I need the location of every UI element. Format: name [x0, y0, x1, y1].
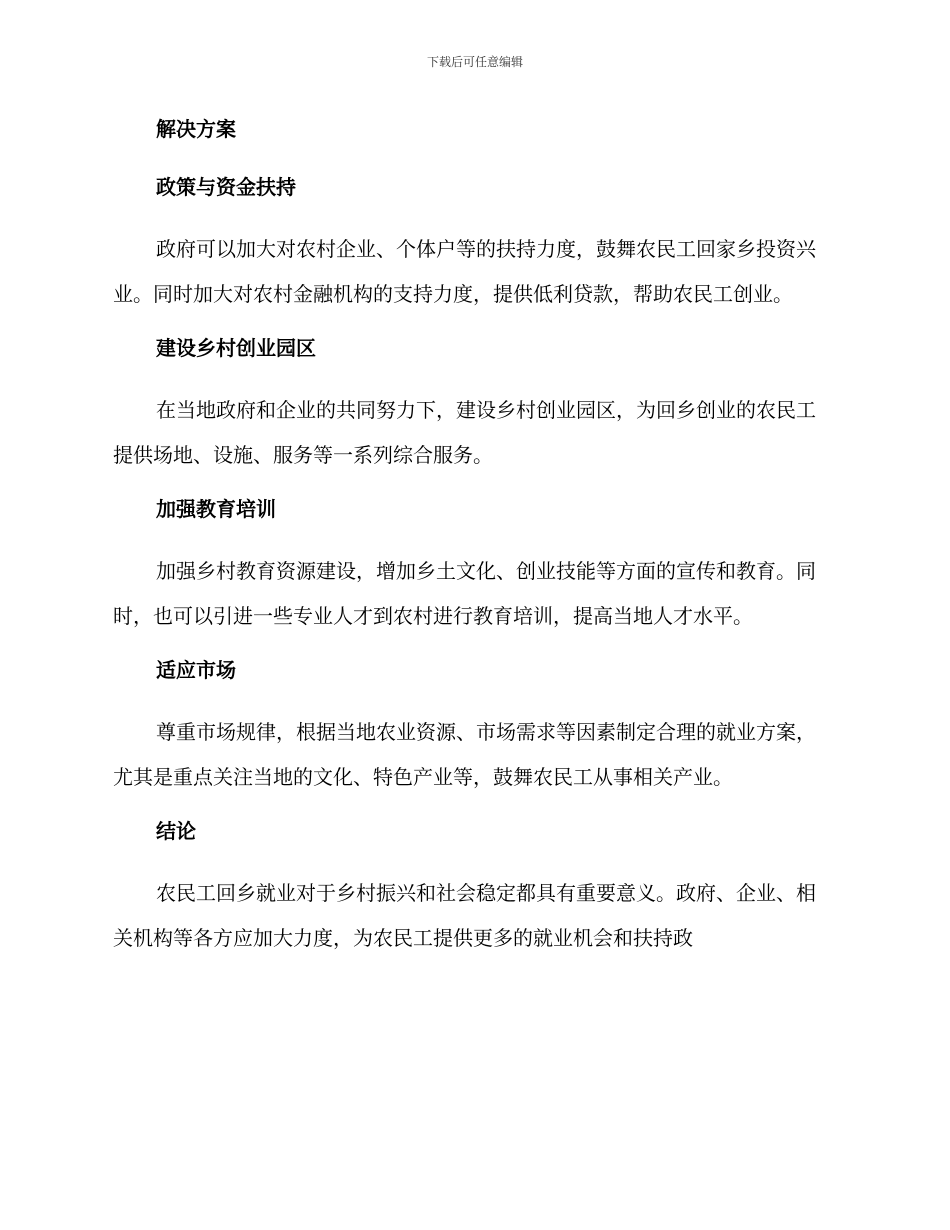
paragraph-conclusion: 农民工回乡就业对于乡村振兴和社会稳定都具有重要意义。政府、企业、相关机构等各方应加大力度，为农民工提供更多的就业机会和扶持政: [113, 881, 816, 950]
section-heading-market-adaptation: 适应市场: [156, 658, 236, 682]
section-heading-solutions: 解决方案: [156, 117, 236, 141]
paragraph-policy-funding: 政府可以加大对农村企业、个体户等的扶持力度，鼓舞农民工回家乡投资兴业。同时加大对农村金融机构的支持力度，提供低利贷款，帮助农民工创业。: [113, 237, 816, 306]
paragraph-market-adaptation: 尊重市场规律，根据当地农业资源、市场需求等因素制定合理的就业方案，尤其是重点关注当地的文化、特色产业等，鼓舞农民工从事相关产业。: [113, 720, 816, 789]
section-heading-conclusion: 结论: [156, 819, 196, 843]
page-header: 下载后可任意编辑: [426, 55, 523, 69]
paragraph-education-training: 加强乡村教育资源建设，增加乡土文化、创业技能等方面的宣传和教育。同时，也可以引进一些专业人才到农村进行教育培训，提高当地人才水平。: [113, 559, 816, 628]
document-body: [113, 111, 831, 961]
section-heading-startup-park: 建设乡村创业园区: [156, 336, 316, 360]
section-heading-policy-funding: 政策与资金扶持: [156, 175, 296, 199]
paragraph-startup-park: 在当地政府和企业的共同努力下，建设乡村创业园区，为回乡创业的农民工提供场地、设施、服务等一系列综合服务。: [113, 398, 816, 467]
section-heading-education-training: 加强教育培训: [156, 497, 276, 521]
